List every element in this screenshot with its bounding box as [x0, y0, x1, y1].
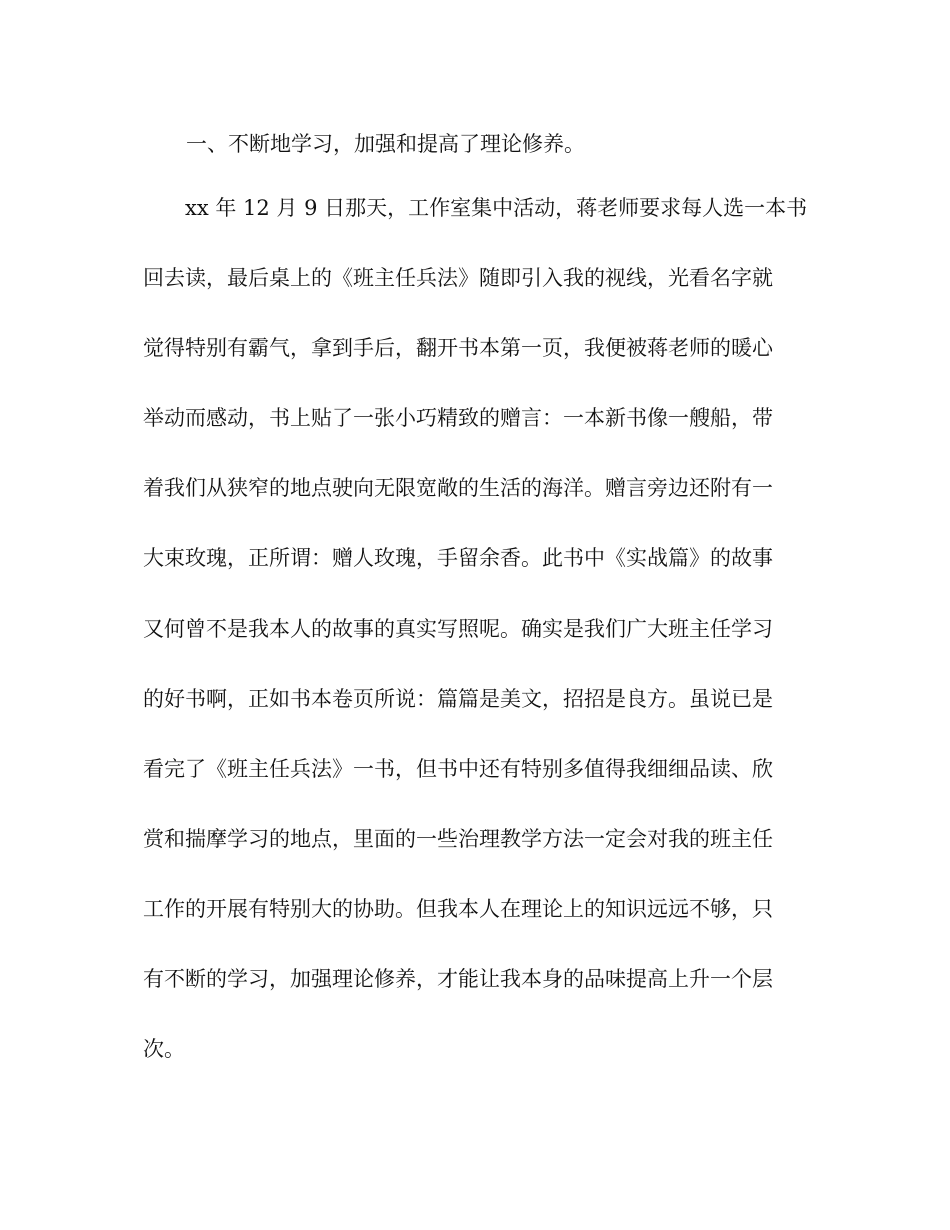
paragraph-line: 的好书啊，正如书本卷页所说：篇篇是美文，招招是良方。虽说已是 — [143, 686, 773, 711]
paragraph-line: 回去读，最后桌上的《班主任兵法》随即引入我的视线，光看名字就 — [143, 266, 773, 291]
paragraph-line: 工作的开展有特别大的协助。但我本人在理论上的知识远远不够，只 — [143, 896, 773, 921]
body-paragraph — [143, 190, 807, 1101]
paragraph-line: 觉得特别有霸气，拿到手后，翻开书本第一页，我便被蒋老师的暖心 — [143, 336, 773, 361]
paragraph-line: 次。 — [143, 1037, 185, 1062]
paragraph-line: 大束玫瑰，正所谓：赠人玫瑰，手留余香。此书中《实战篇》的故事 — [143, 546, 773, 571]
paragraph-line: 又何曾不是我本人的故事的真实写照呢。确实是我们广大班主任学习 — [143, 616, 773, 641]
paragraph-line: 有不断的学习，加强理论修养，才能让我本身的品味提高上升一个层 — [143, 967, 773, 992]
paragraph-line: 举动而感动，书上贴了一张小巧精致的赠言：一本新书像一艘船，带 — [143, 406, 773, 431]
paragraph-line: 看完了《班主任兵法》一书，但书中还有特别多值得我细细品读、欣 — [143, 756, 773, 781]
section-heading: 一、不断地学习，加强和提高了理论修养。 — [186, 132, 585, 156]
paragraph-line: 赏和揣摩学习的地点，里面的一些治理教学方法一定会对我的班主任 — [143, 826, 773, 851]
paragraph-line: xx 年 12 月 9 日那天，工作室集中活动，蒋老师要求每人选一本书 — [185, 196, 808, 220]
paragraph-line: 着我们从狭窄的地点驶向无限宽敞的生活的海洋。赠言旁边还附有一 — [143, 476, 773, 501]
